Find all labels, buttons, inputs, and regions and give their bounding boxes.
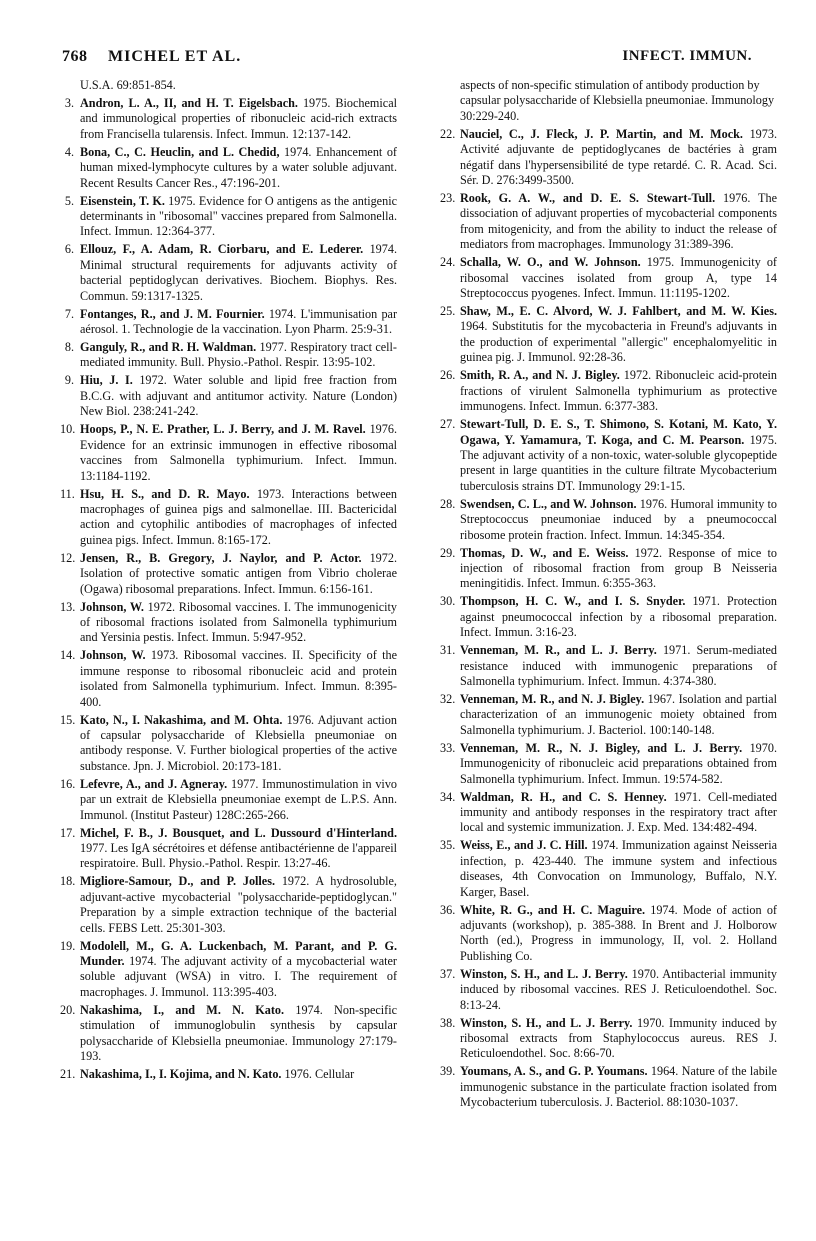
reference-item — [62, 777, 397, 823]
reference-text: 1972. Ribonucleic acid-protein fractions of virulent Salmonella typhimurium as protective immunogens. Infect. Immun. 6:377-383. — [460, 368, 777, 414]
reference-item — [442, 643, 777, 689]
reference-item — [442, 692, 777, 738]
reference-authors: Michel, F. B., J. Bousquet, and L. Dussourd d'Hinterland. — [80, 825, 397, 840]
reference-authors: Eisenstein, T. K. — [80, 193, 165, 208]
reference-number: 25. — [440, 304, 456, 319]
reference-authors: Shaw, M., E. C. Alvord, W. J. Fahlbert, and M. W. Kies. — [460, 304, 777, 319]
reference-item — [442, 1064, 777, 1110]
reference-text: 1973. Activité adjuvante de peptidoglycanes de bactéries à gram négatif dans l'hypersensibilité de type retardé. C. R. Acad. Sci. Sér. D. 276:3499-3500. — [460, 126, 777, 188]
page-number: 768 — [62, 48, 88, 65]
reference-number: 9. — [64, 373, 74, 388]
reference-item — [62, 194, 397, 240]
reference-number: 19. — [60, 938, 76, 953]
reference-number: 31. — [440, 643, 456, 658]
reference-text: 1972. Water soluble and lipid free fraction from B.C.G. with adjuvant and antitumor activity. Nature (London) New Biol. 238:241-242. — [80, 373, 397, 419]
reference-item — [442, 255, 777, 301]
reference-item — [442, 497, 777, 543]
reference-item — [62, 600, 397, 646]
reference-item — [442, 967, 777, 1013]
reference-text: 1974. Immunization against Neisseria infection, p. 423-440. The immune system and infectious diseases, 4th Convocation on Immunology, Buffalo, N.Y. Karger, Basel. — [460, 838, 777, 899]
reference-number: 35. — [440, 838, 456, 853]
reference-authors: White, R. G., and H. C. Maguire. — [460, 902, 646, 917]
reference-text: 1964. Substitutis for the mycobacteria in Freund's adjuvants in the production of experimental "allergic" encephalomyelitic in guinea pig. J. Immunol. 92:28-36. — [460, 319, 777, 365]
reference-text: 1971. Protection against pneumococcal infection by a ribosomal preparation. Infect. Immun. 3:16-23. — [460, 594, 777, 640]
reference-authors: Venneman, M. R., and N. J. Bigley. — [460, 691, 645, 706]
reference-number: 10. — [60, 422, 76, 437]
reference-authors: Smith, R. A., and N. J. Bigley. — [460, 368, 620, 383]
reference-text: 1971. Serum-mediated resistance induced with immunogenic preparations of Salmonella typhimurium. Infect. Immun. 4:374-380. — [460, 643, 777, 688]
reference-item — [62, 373, 397, 419]
reference-text: 1975. Evidence for O antigens as the antigenic determinants in "ribosomal" vaccines prepared from Salmonella. Infect. Immun. 12:364-377. — [80, 193, 397, 239]
reference-item — [442, 368, 777, 414]
reference-item — [62, 826, 397, 872]
reference-item — [442, 838, 777, 900]
reference-list-left — [62, 96, 397, 1082]
reference-authors: Jensen, R., B. Gregory, J. Naylor, and P. Actor. — [80, 550, 362, 565]
reference-text: 1974. Non-specific stimulation of immunoglobulin synthesis by capsular polysaccharide of Klebsiella pneumoniae. Immunology 27:179-193. — [80, 1002, 397, 1064]
reference-authors: Andron, L. A., II, and H. T. Eigelsbach. — [80, 96, 298, 110]
reference-authors: Weiss, E., and J. C. Hill. — [460, 838, 588, 853]
reference-number: 16. — [60, 776, 76, 791]
reference-number: 24. — [440, 255, 456, 270]
reference-text: 1972. Isolation of protective somatic antigen from Vibrio cholerae (Ogawa) ribosomal preparations. Infect. Immun. 6:156-161. — [80, 550, 398, 596]
reference-number: 7. — [64, 306, 74, 321]
reference-text: 1970. Antibacterial immunity induced by ribosomal vaccines. RES J. Reticuloendothel. Soc. 8:13-24. — [460, 966, 778, 1012]
reference-text: 1977. Immunostimulation in vivo par un extrait de Klebsiella pneumoniae exempt de L.P.S. Ann. Immunol. (Institut Pasteur) 128C:265-266. — [80, 776, 398, 822]
reference-authors: Schalla, W. O., and W. Johnson. — [460, 255, 641, 270]
reference-item — [442, 1016, 777, 1062]
reference-authors: Hiu, J. I. — [80, 373, 133, 388]
reference-text: 1974. The adjuvant activity of a mycobacterial water soluble adjuvant (WSA) in vitro. I. The requirement of macrophages. J. Immunol. 113:395-403. — [80, 954, 397, 999]
reference-text: 1972. Ribosomal vaccines. I. The immunogenicity of ribosomal fractions isolated from Salmonella typhimurium and Yersinia pestis. Infect. Immun. 5:947-952. — [80, 599, 397, 645]
reference-item — [442, 903, 777, 965]
reference-item — [62, 874, 397, 936]
reference-number: 5. — [64, 193, 74, 208]
reference-text: 1973. Ribosomal vaccines. II. Specificity of the immune response to ribosomal ribonucleic acid and protein isolated from Salmonella typhimurium. Infect. Immun. 8:395-400. — [80, 648, 397, 709]
reference-authors: Stewart-Tull, D. E. S., T. Shimono, S. Kotani, M. Kato, Y. Ogawa, Y. Yamamura, T. Koga, and C. M. Pearson. — [460, 417, 777, 447]
reference-number: 26. — [440, 368, 456, 383]
reference-number: 6. — [64, 242, 74, 257]
reference-item — [62, 939, 397, 1001]
reference-item — [62, 1067, 397, 1082]
reference-authors: Johnson, W. — [80, 599, 144, 614]
reference-number: 39. — [440, 1064, 456, 1079]
reference-number: 21. — [60, 1067, 76, 1082]
reference-text: 1975. The adjuvant activity of a non-toxic, water-soluble glycopeptide present in large quantities in the culture filtrate Mycobacterium tuberculosis strains DT. Immunology 29:1-15. — [460, 432, 777, 493]
reference-authors: Bona, C., C. Heuclin, and L. Chedid, — [80, 144, 280, 159]
reference-text: 1977. Les IgA sécrétoires et défense antibactérienne de l'appareil respiratoire. Bull. Physio.-Pathol. Respir. 13:27-46. — [80, 841, 397, 871]
reference-item — [62, 551, 397, 597]
reference-authors: Johnson, W. — [80, 648, 146, 663]
reference-item — [442, 417, 777, 494]
reference-authors: Lefevre, A., and J. Agneray. — [80, 776, 228, 791]
reference-authors: Thompson, H. C. W., and I. S. Snyder. — [460, 594, 686, 609]
reference-number: 15. — [60, 712, 76, 727]
reference-text: 1970. Immunogenicity of ribonucleic acid preparations obtained from Salmonella typhimurium. Infect. Immun. 19:574-582. — [460, 740, 777, 786]
reference-number: 27. — [440, 417, 456, 432]
reference-authors: Winston, S. H., and L. J. Berry. — [460, 1015, 633, 1030]
reference-text: 1974. Mode of action of adjuvants (workshop), p. 385-388. In Brent and J. Holborow North (ed.), Progress in immunology, II, vol. 2. Holland Publishing Co. — [460, 902, 777, 963]
reference-item — [62, 1003, 397, 1065]
reference-number: 11. — [60, 486, 75, 501]
reference-number: 30. — [440, 594, 456, 609]
reference-text: 1972. A hydrosoluble, adjuvant-active mycobacterial "polysaccharide-peptidoglycan." Preparation by a simple extraction technique of the bacterial cells. FEBS Lett. 25:301-303. — [80, 874, 397, 935]
reference-item — [442, 546, 777, 592]
reference-text: 1974. L'immunisation par aérosol. 1. Technologie de la vaccination. Lyon Pharm. 25:9-31. — [80, 306, 398, 337]
reference-authors: Modolell, M., G. A. Luckenbach, M. Parant, and P. G. Munder. — [80, 938, 397, 969]
reference-text: 1975. Immunogenicity of ribosomal vaccines isolated from group A, type 14 Streptococcus pyogenes. Infect. Immun. 11:1195-1202. — [460, 255, 777, 301]
reference-number: 22. — [440, 126, 456, 141]
reference-authors: Venneman, M. R., N. J. Bigley, and L. J. Berry. — [460, 740, 743, 755]
reference-item — [62, 307, 397, 338]
reference-authors: Hsu, H. S., and D. R. Mayo. — [80, 486, 250, 501]
reference-text: 1973. Interactions between macrophages of guinea pigs and salmonellae. III. Bactericidal action and cytophilic antibodies of macrophages of infected guinea pigs. Infect. Immun. 8:165-172. — [80, 486, 397, 547]
reference-item — [62, 242, 397, 304]
reference-list-right — [442, 127, 777, 1111]
reference-authors: Hoops, P., N. E. Prather, L. J. Berry, and J. M. Ravel. — [80, 422, 366, 437]
reference-text: 1972. Response of mice to injection of ribosomal fraction from group B Neisseria meningitidis. Infect. Immun. 6:355-363. — [460, 545, 777, 591]
reference-authors: Venneman, M. R., and L. J. Berry. — [460, 643, 657, 658]
reference-number: 33. — [440, 740, 456, 755]
reference-number: 14. — [60, 648, 76, 663]
reference-text: 1971. Cell-mediated immunity and antibody responses in the respiratory tract after local and systemic immunization. J. Exp. Med. 134:482-494. — [460, 789, 777, 835]
reference-authors: Youmans, A. S., and G. P. Youmans. — [460, 1064, 648, 1079]
journal-name: INFECT. IMMUN. — [622, 48, 752, 64]
reference-item — [62, 340, 397, 371]
reference-authors: Rook, G. A. W., and D. E. S. Stewart-Tull. — [460, 191, 716, 206]
reference-number: 8. — [64, 340, 74, 355]
reference-authors: Nakashima, I., and M. N. Kato. — [80, 1002, 285, 1017]
reference-number: 37. — [440, 966, 456, 981]
reference-text: 1975. Biochemical and immunological properties of ribonucleic acid-rich extracts from Francisella tularensis. Infect. Immun. 12:137-142. — [80, 96, 397, 141]
reference-authors: Fontanges, R., and J. M. Fournier. — [80, 306, 265, 321]
reference-text: 1970. Immunity induced by ribosomal extracts from Staphylococcus aureus. RES J. Reticuloendothel. Soc. 8:66-70. — [460, 1015, 778, 1061]
reference-authors: Nakashima, I., I. Kojima, and N. Kato. — [80, 1067, 282, 1082]
reference-item — [442, 191, 777, 253]
reference-number: 20. — [60, 1002, 76, 1017]
reference-item — [62, 648, 397, 710]
reference-text: 1974. Enhancement of human mixed-lymphocyte cultures by a water soluble adjuvant. Recent Results Cancer Res., 47:196-201. — [80, 144, 397, 190]
reference-text: 1974. Minimal structural requirements for adjuvants activity of bacterial peptidoglycan derivatives. Biochem. Biophys. Res. Commun. 59:1317-1325. — [80, 242, 398, 303]
reference-item — [62, 96, 397, 142]
reference-number: 34. — [440, 789, 456, 804]
reference-number: 18. — [60, 874, 76, 889]
reference-authors: Migliore-Samour, D., and P. Jolles. — [80, 874, 276, 889]
reference-authors: Kato, N., I. Nakashima, and M. Ohta. — [80, 712, 283, 727]
right-column — [442, 78, 777, 1113]
reference-number: 17. — [60, 825, 76, 840]
reference-number: 29. — [440, 545, 456, 560]
reference-item — [442, 127, 777, 189]
reference-number: 28. — [440, 496, 456, 511]
reference-authors: Ellouz, F., A. Adam, R. Ciorbaru, and E. Lederer. — [80, 242, 364, 257]
reference-text: 1976. Evidence for an extrinsic immunogen in effective ribosomal vaccines from Salmonella typhimurium. Infect. Immun. 13:1184-1192. — [80, 422, 397, 483]
reference-item — [62, 487, 397, 549]
reference-number: 12. — [60, 550, 76, 565]
reference-authors: Waldman, R. H., and C. S. Henney. — [460, 789, 667, 804]
reference-authors: Ganguly, R., and R. H. Waldman. — [80, 340, 257, 355]
page-header — [62, 48, 752, 70]
running-head: MICHEL ET AL. — [108, 48, 242, 65]
reference-item — [62, 713, 397, 775]
reference-number: 32. — [440, 691, 456, 706]
reference-authors: Nauciel, C., J. Fleck, J. P. Martin, and M. Mock. — [460, 126, 743, 141]
reference-authors: Winston, S. H., and L. J. Berry. — [460, 966, 628, 981]
reference-item — [442, 594, 777, 640]
left-column — [62, 78, 397, 1085]
reference-number: 13. — [60, 599, 76, 614]
reference-item — [62, 145, 397, 191]
reference-authors: Swendsen, C. L., and W. Johnson. — [460, 496, 637, 511]
reference-number: 23. — [440, 191, 456, 206]
reference-authors: Thomas, D. W., and E. Weiss. — [460, 545, 629, 560]
reference-continuation: aspects of non-specific stimulation of antibody production by capsular polysaccharide of Klebsiella pneumoniae. Immunology 30:229-240. — [460, 78, 775, 123]
reference-item — [442, 790, 777, 836]
reference-text: 1976. Cellular — [281, 1067, 355, 1082]
reference-number: 3. — [64, 96, 74, 110]
reference-text: 1977. Respiratory tract cell-mediated immunity. Bull. Physio.-Pathol. Respir. 13:95-102. — [80, 340, 397, 370]
reference-item — [442, 304, 777, 366]
reference-item — [442, 741, 777, 787]
reference-number: 4. — [64, 144, 74, 159]
reference-text: 1967. Isolation and partial characterization of an immunogenic moiety obtained from Salmonella typhimurium. J. Bacteriol. 100:140-148. — [460, 691, 777, 737]
reference-number: 38. — [440, 1015, 456, 1030]
reference-continuation: U.S.A. 69:851-854. — [80, 78, 176, 92]
reference-text: 1976. Adjuvant action of capsular polysaccharide of Klebsiella pneumoniae on antibody response. V. Further biological properties of the active substance. Jpn. J. Microbiol. 20:173-181. — [80, 712, 397, 773]
reference-item — [62, 422, 397, 484]
reference-text: 1976. The dissociation of adjuvant properties of mycobacterial components from mitogenicity, and from the ability to induct the release of mediators from macrophages. Immunology 31:389-396. — [460, 191, 777, 252]
reference-text: 1976. Humoral immunity to Streptococcus pneumoniae induced by a pneumococcal ribosome protein fraction. Infect. Immun. 14:345-354. — [460, 496, 777, 542]
reference-text: 1964. Nature of the labile immunogenic substance in the particulate fraction isolated from Mycobacterium tuberculosis. J. Bacteriol. 88:1030-1037. — [460, 1064, 777, 1110]
reference-number: 36. — [440, 902, 456, 917]
